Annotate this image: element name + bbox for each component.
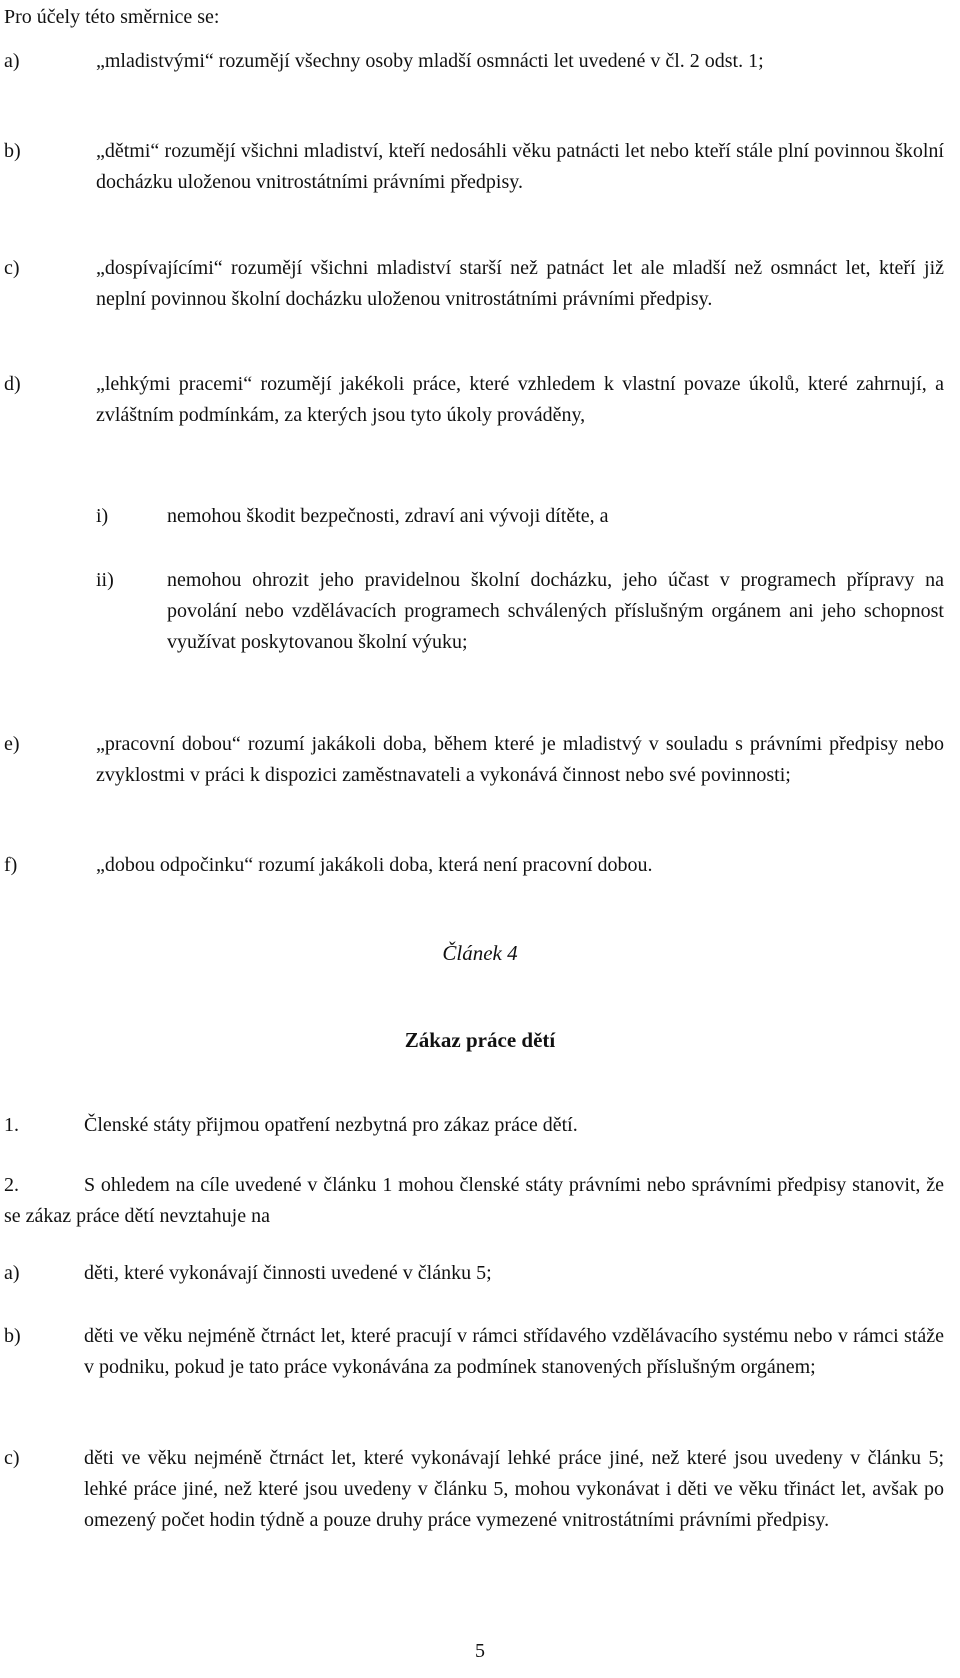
page-number: 5 xyxy=(475,1640,485,1662)
exception-text: děti ve věku nejméně čtrnáct let, které pracují v rámci střídavého vzdělávacího systému nebo v rámci stáže v podniku, pokud je tato práce vykonávána za podmínek stanovených příslušným orgánem; xyxy=(84,1325,944,1378)
definition-f xyxy=(4,850,954,881)
paragraph-number: 1. xyxy=(4,1114,19,1136)
paragraph-1 xyxy=(4,1110,954,1141)
sub-item-text: nemohou ohrozit jeho pravidelnou školní docházku, jeho účast v programech přípravy na povolání nebo vzdělávacích programech schválených příslušným orgánem ani jeho schopnost využívat poskytovanou školní výuku; xyxy=(167,569,944,653)
definition-label: d) xyxy=(4,373,21,395)
exception-label: a) xyxy=(4,1262,20,1284)
definition-text: „lehkými pracemi“ rozumějí jakékoli práce, které vzhledem k vlastní povaze úkolů, které zahrnují, a zvláštním podmínkám, za kterých jsou tyto úkoly prováděny, xyxy=(96,373,944,426)
definition-text: „dobou odpočinku“ rozumí jakákoli doba, která není pracovní dobou. xyxy=(96,854,653,876)
sub-item-label: ii) xyxy=(96,569,114,591)
exception-text: děti ve věku nejméně čtrnáct let, které vykonávají lehké práce jiné, než které jsou uvedeny v článku 5; lehké práce jiné, než které jsou uvedeny v článku 5, mohou vykonávat i děti ve věku třináct let, avšak po omezený počet hodin týdně a pouze druhy práce vymezené vnitrostátními právními předpisy. xyxy=(84,1447,944,1531)
sub-item-i xyxy=(4,501,954,532)
definition-label: e) xyxy=(4,733,20,755)
sub-item-text: nemohou škodit bezpečnosti, zdraví ani vývoji dítěte, a xyxy=(167,505,609,527)
article-title: Zákaz práce dětí xyxy=(404,1028,556,1052)
paragraph-number: 2. xyxy=(4,1174,19,1196)
definition-c xyxy=(4,253,954,315)
definition-text: „pracovní dobou“ rozumí jakákoli doba, během které je mladistvý v souladu s právními předpisy nebo zvyklostmi v práci k dispozici zaměstnavateli a vykonává činnost nebo své povinnosti; xyxy=(96,733,944,786)
definition-label: b) xyxy=(4,140,21,162)
definition-text: „dětmi“ rozumějí všichni mladiství, kteří nedosáhli věku patnácti let nebo kteří stále plní povinnou školní docházku uloženou vnitrostátními právními předpisy. xyxy=(96,140,944,193)
exception-b xyxy=(4,1321,954,1383)
sub-item-label: i) xyxy=(96,505,109,527)
paragraph-text: S ohledem na cíle uvedené v článku 1 mohou členské státy právními nebo správními předpisy stanovit, že se zákaz práce dětí nevztahuje na xyxy=(4,1174,944,1227)
sub-item-ii xyxy=(4,565,954,658)
article-label: Článek 4 xyxy=(442,941,518,965)
definition-b xyxy=(4,136,954,198)
paragraph-text: Členské státy přijmou opatření nezbytná pro zákaz práce dětí. xyxy=(84,1114,578,1136)
paragraph-2 xyxy=(4,1170,944,1232)
definition-label: f) xyxy=(4,854,18,876)
definition-a xyxy=(4,46,954,77)
exception-label: b) xyxy=(4,1325,21,1347)
definition-text: „dospívajícími“ rozumějí všichni mladiství starší než patnáct let ale mladší než osmnáct let, kteří již neplní povinnou školní docházku uloženou vnitrostátními právními předpisy. xyxy=(96,257,944,310)
exception-text: děti, které vykonávají činnosti uvedené v článku 5; xyxy=(84,1262,492,1284)
definition-e xyxy=(4,729,954,791)
intro-text: Pro účely této směrnice se: xyxy=(4,6,220,28)
definition-label: c) xyxy=(4,257,20,279)
exception-c xyxy=(4,1443,954,1536)
definition-text: „mladistvými“ rozumějí všechny osoby mladší osmnácti let uvedené v čl. 2 odst. 1; xyxy=(96,50,764,72)
definition-d xyxy=(4,369,954,431)
exception-a xyxy=(4,1258,954,1289)
definition-label: a) xyxy=(4,50,20,72)
exception-label: c) xyxy=(4,1447,20,1469)
